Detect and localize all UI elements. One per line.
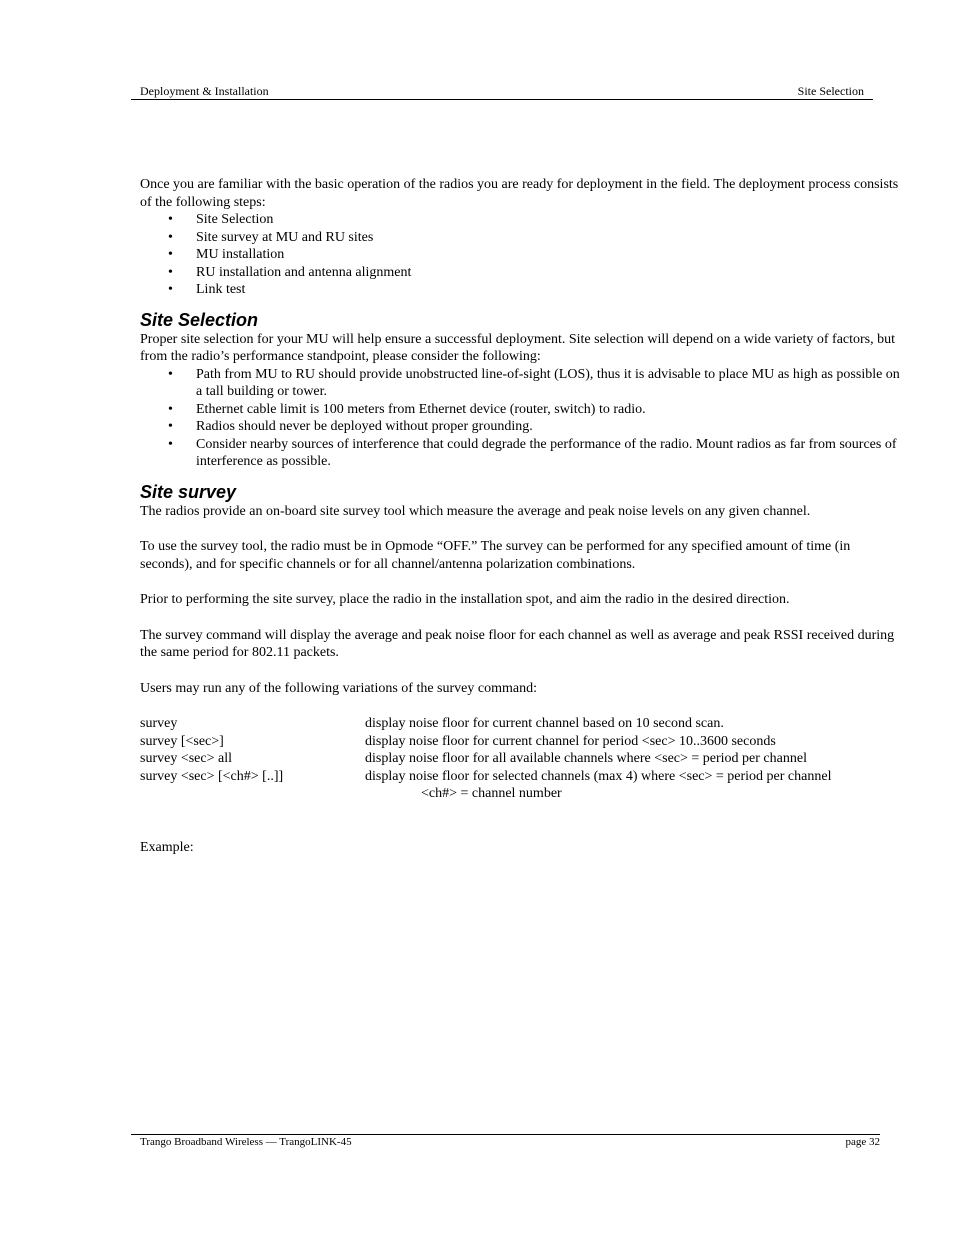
command-description: display noise floor for all available channels where <sec> = period per channel: [365, 751, 807, 766]
survey-paragraph-2: To use the survey tool, the radio must be in Opmode “OFF.” The survey can be performed for any specified amount of time (in seconds), and for specific channels or for all channel/antenna polarization combinations.: [140, 539, 851, 572]
footer-page-number: page 32: [845, 1136, 880, 1148]
site-selection-heading: Site Selection: [140, 309, 259, 330]
list-item: • Path from MU to RU should provide unobstructed line-of-sight (LOS), thus it is advisable to place MU as high as possible on a tall building or tower.: [140, 366, 900, 401]
site-selection-list: [140, 366, 900, 471]
command-description: display noise floor for current channel based on 10 second scan.: [365, 716, 724, 731]
table-row: [140, 733, 900, 751]
command-name: survey: [140, 716, 178, 731]
survey-paragraph-4: The survey command will display the average and peak noise floor for each channel as well as average and peak RSSI received during the same period for 802.11 packets.: [140, 627, 895, 660]
table-row: [140, 768, 900, 786]
header-section-title: Deployment & Installation: [140, 84, 269, 98]
list-item: • Site survey at MU and RU sites: [140, 229, 900, 247]
site-survey-heading: Site survey: [140, 481, 237, 502]
command-name: survey <sec> [<ch#> [..]]: [140, 768, 284, 784]
command-name: survey <sec> all: [140, 751, 232, 766]
survey-paragraph-1: The radios provide an on-board site survey tool which measure the average and peak noise levels on any given channel.: [140, 503, 811, 519]
deployment-steps-list: [140, 211, 900, 299]
page-content: [140, 176, 900, 856]
list-item: • MU installation: [140, 246, 900, 264]
list-item: • Ethernet cable limit is 100 meters from Ethernet device (router, switch) to radio.: [140, 401, 900, 419]
page-footer: [131, 1134, 880, 1148]
table-row: [140, 750, 900, 768]
survey-paragraph-3: Prior to performing the site survey, place the radio in the installation spot, and aim the radio in the desired direction.: [140, 592, 790, 607]
survey-paragraph-5: Users may run any of the following variations of the survey command:: [140, 680, 537, 696]
example-label: Example:: [140, 839, 194, 855]
command-description: display noise floor for current channel for period <sec> 10..3600 seconds: [365, 733, 776, 749]
list-item: • Site Selection: [140, 211, 900, 229]
command-name: survey [<sec>]: [140, 733, 224, 749]
list-item: • Radios should never be deployed without proper grounding.: [140, 418, 900, 436]
intro-paragraph: Once you are familiar with the basic operation of the radios you are ready for deployment in the field. The deployment process consists of the following steps:: [140, 177, 899, 210]
command-subline: <ch#> = channel number: [421, 786, 562, 801]
survey-command-table: [140, 715, 900, 803]
list-item: • RU installation and antenna alignment: [140, 264, 900, 282]
list-item: • Link test: [140, 281, 900, 299]
page-header: [131, 84, 873, 100]
command-description: display noise floor for selected channels (max 4) where <sec> = period per channel: [365, 768, 832, 784]
header-subsection-title: Site Selection: [797, 84, 864, 98]
table-row: [140, 715, 900, 733]
list-item: • Consider nearby sources of interference that could degrade the performance of the radio. Mount radios as far from sources of interference as possible.: [140, 436, 900, 471]
footer-publisher: Trango Broadband Wireless — TrangoLINK-45: [140, 1136, 352, 1148]
site-selection-paragraph: Proper site selection for your MU will help ensure a successful deployment. Site selection will depend on a wide variety of factors, but from the radio’s performance standpoint, please consider the following:: [140, 331, 896, 364]
